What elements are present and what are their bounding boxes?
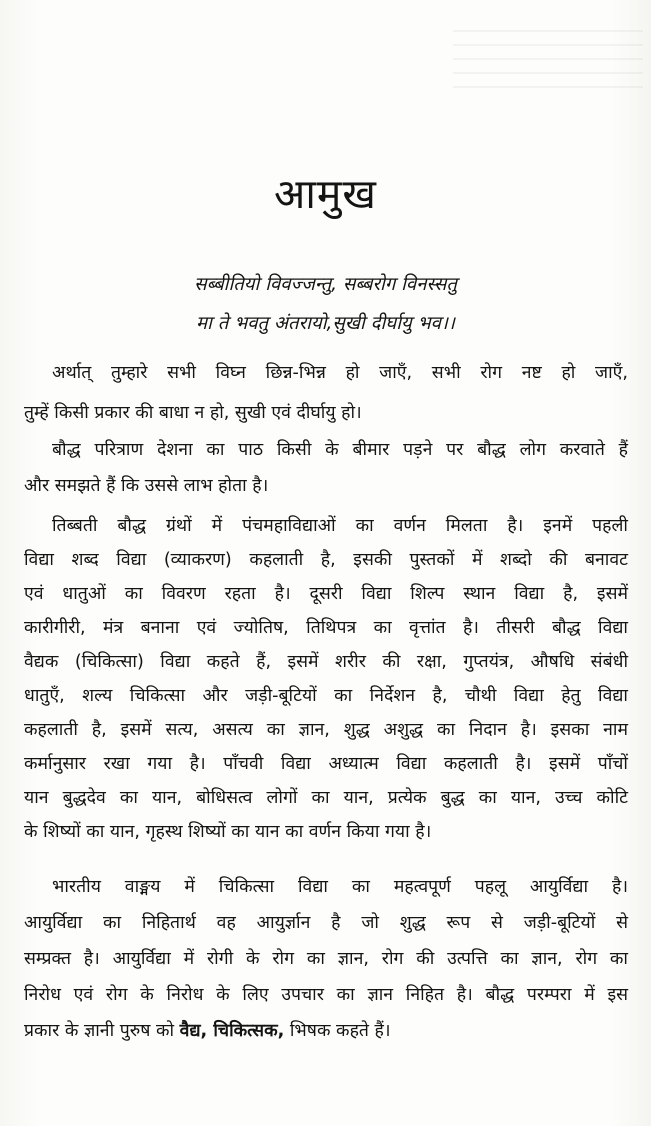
text-line: विद्या शब्द विद्या (व्याकरण) कहलाती है, इसकी पुस्तकों में शब्दो की बनावट <box>24 550 628 570</box>
text-line: वैद्यक (चिकित्सा) विद्या कहते हैं, इसमें शरीर की रक्षा, गुप्तयंत्र, औषधि संबंधी <box>24 652 628 672</box>
bold-terms: वैद्य, चिकित्सक, <box>179 1021 285 1041</box>
text-line-final <box>24 1013 628 1049</box>
paragraph-translation <box>24 353 628 433</box>
text-line: एवं धातुओं का विवरण रहता है। दूसरी विद्या शिल्प स्थान विद्या है, इसमें <box>24 584 628 604</box>
text-line: के शिष्यों का यान, गृहस्थ शिष्यों का यान का वर्णन किया गया है। <box>24 822 432 842</box>
text-segment: भिषक कहते हैं। <box>284 1021 391 1041</box>
text-line: भारतीय वाङ्मय में चिकित्सा विद्या का महत्वपूर्ण पहलू आयुर्विद्या है। <box>52 877 628 897</box>
paragraph-ayurvidya <box>24 869 628 1049</box>
text-line: कहलाती है, इसमें सत्य, असत्य का ज्ञान, शुद्ध अशुद्ध का निदान है। इसका नाम <box>24 720 628 740</box>
text-line: बौद्ध परित्राण देशना का पाठ किसी के बीमार पड़ने पर बौद्ध लोग करवाते हैं <box>52 440 628 460</box>
page-title: आमुख <box>274 170 377 218</box>
text-line: अर्थात् तुम्हारे सभी विघ्न छिन्न-भिन्न हो जाएँ, सभी रोग नष्ट हो जाएँ, <box>52 363 628 383</box>
paragraph-paritran <box>24 432 628 504</box>
text-line: और समझते हैं कि उससे लाभ होता है। <box>24 476 269 496</box>
bleed-through-shadow <box>453 30 643 90</box>
text-line: तुम्हें किसी प्रकार की बाधा न हो, सुखी एवं दीर्घायु हो। <box>24 403 362 423</box>
verse-line-1: सब्बीतियो विवज्जन्तु, सब्बरोग विनस्सतु <box>194 274 457 295</box>
text-segment: प्रकार के ज्ञानी पुरुष को <box>24 1021 175 1041</box>
text-line: तिब्बती बौद्ध ग्रंथों में पंचमहाविद्याओं का वर्णन मिलता है। इनमें पहली <box>52 516 628 536</box>
text-line: निरोध एवं रोग के निरोध के लिए उपचार का ज्ञान निहित है। बौद्ध परम्परा में इस <box>24 985 628 1005</box>
text-line: धातुएँ, शल्य चिकित्सा और जड़ी-बूटियों का निर्देशन है, चौथी विद्या हेतु विद्या <box>24 686 628 706</box>
paragraph-panchmahavidya <box>24 509 628 849</box>
text-line: यान बुद्धदेव का यान, बोधिसत्व लोगों का यान, प्रत्येक बुद्ध का यान, उच्च कोटि <box>24 788 628 808</box>
text-line: कारीगीरी, मंत्र बनाना एवं ज्योतिष, तिथिपत्र का वृत्तांत है। तीसरी बौद्ध विद्या <box>24 618 628 638</box>
text-line: सम्प्रक्त है। आयुर्विद्या में रोगी के रोग का ज्ञान, रोग की उत्पत्ति का ज्ञान, रोग का <box>24 949 628 969</box>
text-line: आयुर्विद्या का निहितार्थ वह आयुर्ज्ञान है जो शुद्ध रूप से जड़ी-बूटियों से <box>24 913 628 933</box>
text-line: कर्मानुसार रखा गया है। पाँचवी विद्या अध्यात्म विद्या कहलाती है। इसमें पाँचों <box>24 754 628 774</box>
verse-line-2: मा ते भवतु अंतरायो,सुखी दीर्घायु भव।। <box>196 313 455 334</box>
